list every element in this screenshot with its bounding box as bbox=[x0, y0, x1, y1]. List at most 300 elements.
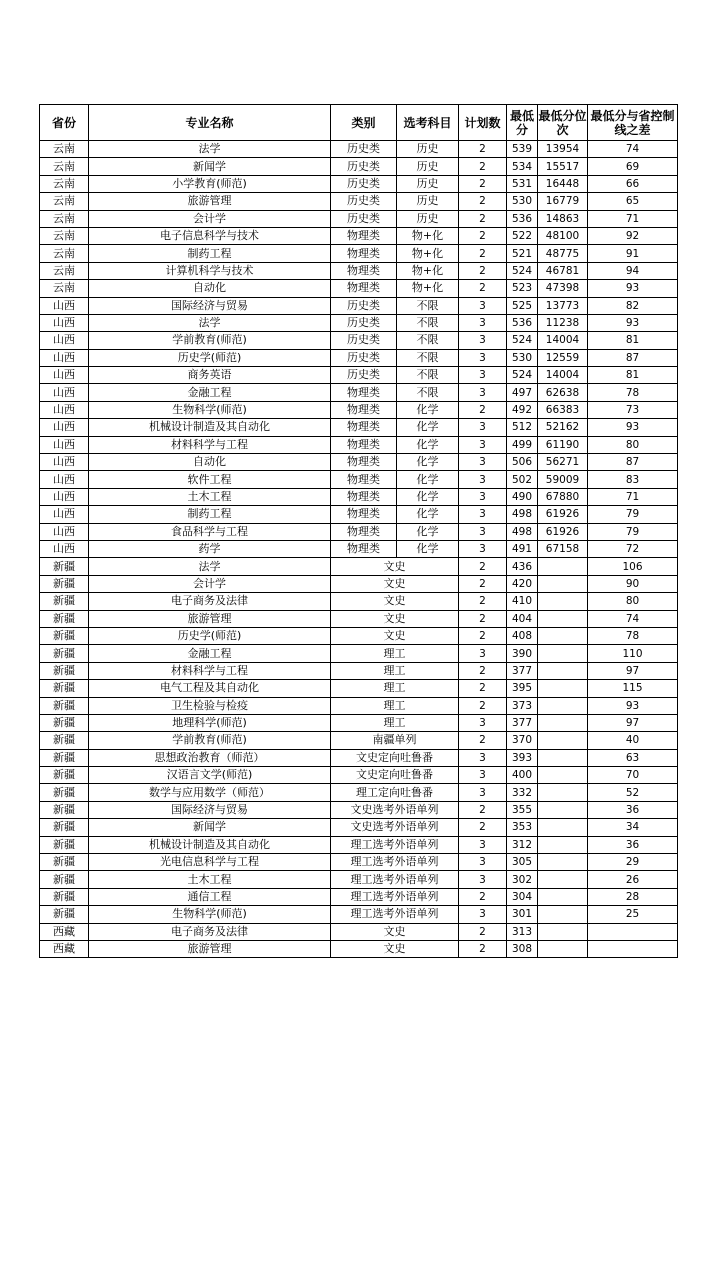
cell-diff: 73 bbox=[588, 401, 678, 418]
cell-min-rank bbox=[538, 645, 588, 662]
cell-min-rank bbox=[538, 714, 588, 731]
cell-province: 新疆 bbox=[40, 662, 89, 679]
cell-province: 山西 bbox=[40, 419, 89, 436]
cell-subject: 历史 bbox=[397, 141, 459, 158]
cell-min-score: 395 bbox=[507, 680, 538, 697]
table-row bbox=[40, 227, 678, 244]
cell-diff: 97 bbox=[588, 714, 678, 731]
cell-min-score: 390 bbox=[507, 645, 538, 662]
cell-province: 新疆 bbox=[40, 836, 89, 853]
cell-min-rank: 48100 bbox=[538, 227, 588, 244]
cell-min-score: 404 bbox=[507, 610, 538, 627]
cell-min-score: 436 bbox=[507, 558, 538, 575]
cell-plan: 3 bbox=[459, 332, 507, 349]
cell-diff: 34 bbox=[588, 819, 678, 836]
cell-min-score: 370 bbox=[507, 732, 538, 749]
table-row bbox=[40, 871, 678, 888]
table-row bbox=[40, 471, 678, 488]
cell-min-score: 373 bbox=[507, 697, 538, 714]
cell-category: 物理类 bbox=[331, 488, 397, 505]
cell-category: 历史类 bbox=[331, 332, 397, 349]
cell-plan: 3 bbox=[459, 384, 507, 401]
table-row bbox=[40, 332, 678, 349]
cell-major: 生物科学(师范) bbox=[89, 906, 331, 923]
cell-plan: 3 bbox=[459, 314, 507, 331]
cell-category: 理工 bbox=[331, 680, 459, 697]
cell-min-rank bbox=[538, 940, 588, 957]
cell-major: 商务英语 bbox=[89, 367, 331, 384]
cell-province: 新疆 bbox=[40, 610, 89, 627]
cell-province: 新疆 bbox=[40, 732, 89, 749]
cell-province: 新疆 bbox=[40, 888, 89, 905]
table-row bbox=[40, 732, 678, 749]
cell-min-rank bbox=[538, 923, 588, 940]
cell-min-rank: 16448 bbox=[538, 175, 588, 192]
cell-min-score: 539 bbox=[507, 141, 538, 158]
cell-subject: 化学 bbox=[397, 540, 459, 557]
cell-province: 山西 bbox=[40, 384, 89, 401]
cell-min-rank bbox=[538, 627, 588, 644]
cell-diff: 29 bbox=[588, 854, 678, 871]
cell-diff: 78 bbox=[588, 627, 678, 644]
cell-plan: 2 bbox=[459, 401, 507, 418]
header-min-rank: 最低分位次 bbox=[538, 105, 588, 141]
cell-min-rank: 66383 bbox=[538, 401, 588, 418]
cell-plan: 2 bbox=[459, 210, 507, 227]
cell-category: 物理类 bbox=[331, 280, 397, 297]
cell-category: 物理类 bbox=[331, 540, 397, 557]
table-row bbox=[40, 923, 678, 940]
cell-major: 会计学 bbox=[89, 575, 331, 592]
cell-diff: 92 bbox=[588, 227, 678, 244]
cell-diff: 66 bbox=[588, 175, 678, 192]
cell-category: 物理类 bbox=[331, 401, 397, 418]
cell-province: 新疆 bbox=[40, 906, 89, 923]
cell-subject: 物+化 bbox=[397, 227, 459, 244]
cell-plan: 2 bbox=[459, 801, 507, 818]
cell-min-rank: 11238 bbox=[538, 314, 588, 331]
table-body bbox=[40, 141, 678, 958]
cell-min-score: 530 bbox=[507, 193, 538, 210]
cell-major: 电气工程及其自动化 bbox=[89, 680, 331, 697]
cell-diff bbox=[588, 923, 678, 940]
cell-min-score: 312 bbox=[507, 836, 538, 853]
cell-plan: 2 bbox=[459, 923, 507, 940]
cell-major: 生物科学(师范) bbox=[89, 401, 331, 418]
cell-subject: 化学 bbox=[397, 436, 459, 453]
cell-plan: 2 bbox=[459, 940, 507, 957]
cell-plan: 3 bbox=[459, 506, 507, 523]
cell-province: 山西 bbox=[40, 297, 89, 314]
cell-min-score: 536 bbox=[507, 210, 538, 227]
cell-plan: 2 bbox=[459, 888, 507, 905]
cell-major: 法学 bbox=[89, 314, 331, 331]
cell-diff: 83 bbox=[588, 471, 678, 488]
cell-min-rank: 46781 bbox=[538, 262, 588, 279]
cell-plan: 2 bbox=[459, 662, 507, 679]
cell-diff: 81 bbox=[588, 367, 678, 384]
cell-subject: 不限 bbox=[397, 349, 459, 366]
cell-diff: 74 bbox=[588, 610, 678, 627]
cell-diff: 36 bbox=[588, 801, 678, 818]
cell-category: 理工 bbox=[331, 714, 459, 731]
cell-min-score: 393 bbox=[507, 749, 538, 766]
cell-min-score: 332 bbox=[507, 784, 538, 801]
cell-category: 理工定向吐鲁番 bbox=[331, 784, 459, 801]
cell-category: 文史定向吐鲁番 bbox=[331, 767, 459, 784]
cell-subject: 不限 bbox=[397, 367, 459, 384]
cell-category: 历史类 bbox=[331, 193, 397, 210]
cell-category: 理工选考外语单列 bbox=[331, 888, 459, 905]
table-row bbox=[40, 245, 678, 262]
cell-category: 理工 bbox=[331, 697, 459, 714]
cell-diff: 106 bbox=[588, 558, 678, 575]
cell-min-score: 524 bbox=[507, 262, 538, 279]
cell-diff: 80 bbox=[588, 593, 678, 610]
cell-subject: 历史 bbox=[397, 175, 459, 192]
cell-min-rank bbox=[538, 558, 588, 575]
cell-category: 理工选考外语单列 bbox=[331, 906, 459, 923]
cell-min-rank bbox=[538, 732, 588, 749]
admission-score-table bbox=[39, 104, 678, 958]
cell-major: 自动化 bbox=[89, 454, 331, 471]
cell-min-score: 497 bbox=[507, 384, 538, 401]
cell-min-score: 530 bbox=[507, 349, 538, 366]
cell-province: 西藏 bbox=[40, 923, 89, 940]
table-header-row bbox=[40, 105, 678, 141]
cell-category: 历史类 bbox=[331, 175, 397, 192]
cell-min-score: 524 bbox=[507, 367, 538, 384]
cell-major: 金融工程 bbox=[89, 384, 331, 401]
table-row bbox=[40, 854, 678, 871]
cell-diff: 36 bbox=[588, 836, 678, 853]
cell-plan: 2 bbox=[459, 593, 507, 610]
header-major: 专业名称 bbox=[89, 105, 331, 141]
cell-major: 土木工程 bbox=[89, 871, 331, 888]
cell-min-score: 490 bbox=[507, 488, 538, 505]
cell-province: 新疆 bbox=[40, 871, 89, 888]
cell-min-score: 302 bbox=[507, 871, 538, 888]
cell-plan: 3 bbox=[459, 714, 507, 731]
cell-diff: 28 bbox=[588, 888, 678, 905]
cell-subject: 化学 bbox=[397, 401, 459, 418]
cell-min-score: 521 bbox=[507, 245, 538, 262]
cell-diff: 93 bbox=[588, 314, 678, 331]
cell-min-rank: 67880 bbox=[538, 488, 588, 505]
cell-category: 物理类 bbox=[331, 506, 397, 523]
table-row bbox=[40, 367, 678, 384]
cell-major: 金融工程 bbox=[89, 645, 331, 662]
cell-category: 历史类 bbox=[331, 210, 397, 227]
cell-plan: 2 bbox=[459, 627, 507, 644]
cell-subject: 物+化 bbox=[397, 245, 459, 262]
cell-major: 汉语言文学(师范) bbox=[89, 767, 331, 784]
cell-plan: 2 bbox=[459, 227, 507, 244]
cell-min-score: 492 bbox=[507, 401, 538, 418]
cell-major: 电子商务及法律 bbox=[89, 923, 331, 940]
cell-diff: 79 bbox=[588, 523, 678, 540]
cell-major: 光电信息科学与工程 bbox=[89, 854, 331, 871]
cell-min-score: 304 bbox=[507, 888, 538, 905]
cell-min-rank bbox=[538, 767, 588, 784]
table-row bbox=[40, 314, 678, 331]
cell-min-rank bbox=[538, 697, 588, 714]
table-row bbox=[40, 767, 678, 784]
cell-diff: 97 bbox=[588, 662, 678, 679]
cell-subject: 物+化 bbox=[397, 262, 459, 279]
cell-major: 数学与应用数学（师范） bbox=[89, 784, 331, 801]
cell-min-rank bbox=[538, 871, 588, 888]
cell-province: 新疆 bbox=[40, 680, 89, 697]
cell-plan: 3 bbox=[459, 471, 507, 488]
cell-subject: 历史 bbox=[397, 210, 459, 227]
cell-category: 历史类 bbox=[331, 367, 397, 384]
cell-province: 山西 bbox=[40, 540, 89, 557]
cell-plan: 3 bbox=[459, 523, 507, 540]
cell-subject: 化学 bbox=[397, 419, 459, 436]
cell-min-score: 420 bbox=[507, 575, 538, 592]
cell-min-rank: 61190 bbox=[538, 436, 588, 453]
cell-min-score: 512 bbox=[507, 419, 538, 436]
cell-plan: 3 bbox=[459, 367, 507, 384]
cell-diff: 69 bbox=[588, 158, 678, 175]
cell-category: 理工选考外语单列 bbox=[331, 854, 459, 871]
cell-diff: 26 bbox=[588, 871, 678, 888]
cell-major: 学前教育(师范) bbox=[89, 332, 331, 349]
cell-plan: 3 bbox=[459, 906, 507, 923]
cell-subject: 不限 bbox=[397, 297, 459, 314]
cell-min-rank bbox=[538, 888, 588, 905]
cell-min-score: 355 bbox=[507, 801, 538, 818]
table-row bbox=[40, 558, 678, 575]
cell-category: 文史 bbox=[331, 627, 459, 644]
cell-plan: 2 bbox=[459, 262, 507, 279]
cell-major: 国际经济与贸易 bbox=[89, 801, 331, 818]
cell-min-score: 522 bbox=[507, 227, 538, 244]
cell-province: 西藏 bbox=[40, 940, 89, 957]
cell-category: 物理类 bbox=[331, 436, 397, 453]
cell-major: 小学教育(师范) bbox=[89, 175, 331, 192]
cell-category: 物理类 bbox=[331, 227, 397, 244]
cell-plan: 3 bbox=[459, 645, 507, 662]
cell-plan: 2 bbox=[459, 732, 507, 749]
header-min-score: 最低分 bbox=[507, 105, 538, 141]
cell-major: 电子信息科学与技术 bbox=[89, 227, 331, 244]
table-row bbox=[40, 593, 678, 610]
cell-diff: 91 bbox=[588, 245, 678, 262]
cell-min-rank bbox=[538, 801, 588, 818]
cell-min-score: 534 bbox=[507, 158, 538, 175]
cell-province: 山西 bbox=[40, 488, 89, 505]
cell-category: 历史类 bbox=[331, 141, 397, 158]
cell-plan: 2 bbox=[459, 175, 507, 192]
table-row bbox=[40, 836, 678, 853]
cell-province: 山西 bbox=[40, 401, 89, 418]
cell-diff: 40 bbox=[588, 732, 678, 749]
cell-major: 学前教育(师范) bbox=[89, 732, 331, 749]
cell-province: 山西 bbox=[40, 454, 89, 471]
cell-diff: 87 bbox=[588, 454, 678, 471]
cell-major: 电子商务及法律 bbox=[89, 593, 331, 610]
cell-province: 云南 bbox=[40, 175, 89, 192]
cell-major: 旅游管理 bbox=[89, 193, 331, 210]
cell-plan: 2 bbox=[459, 680, 507, 697]
cell-category: 物理类 bbox=[331, 454, 397, 471]
table-row bbox=[40, 210, 678, 227]
cell-category: 文史 bbox=[331, 558, 459, 575]
cell-min-rank: 61926 bbox=[538, 523, 588, 540]
cell-major: 思想政治教育（师范） bbox=[89, 749, 331, 766]
cell-min-rank bbox=[538, 680, 588, 697]
cell-min-score: 502 bbox=[507, 471, 538, 488]
cell-min-rank: 12559 bbox=[538, 349, 588, 366]
cell-diff: 52 bbox=[588, 784, 678, 801]
cell-diff: 93 bbox=[588, 280, 678, 297]
cell-min-score: 536 bbox=[507, 314, 538, 331]
cell-diff: 82 bbox=[588, 297, 678, 314]
header-category: 类别 bbox=[331, 105, 397, 141]
cell-min-score: 410 bbox=[507, 593, 538, 610]
cell-min-score: 524 bbox=[507, 332, 538, 349]
table-row bbox=[40, 906, 678, 923]
cell-diff: 71 bbox=[588, 210, 678, 227]
cell-major: 材料科学与工程 bbox=[89, 662, 331, 679]
cell-category: 理工 bbox=[331, 662, 459, 679]
cell-plan: 2 bbox=[459, 697, 507, 714]
cell-plan: 3 bbox=[459, 436, 507, 453]
cell-min-rank: 14004 bbox=[538, 332, 588, 349]
cell-min-score: 301 bbox=[507, 906, 538, 923]
cell-major: 法学 bbox=[89, 558, 331, 575]
cell-plan: 3 bbox=[459, 454, 507, 471]
cell-subject: 历史 bbox=[397, 158, 459, 175]
cell-category: 理工 bbox=[331, 645, 459, 662]
cell-subject: 化学 bbox=[397, 506, 459, 523]
table-row bbox=[40, 749, 678, 766]
cell-category: 文史 bbox=[331, 923, 459, 940]
cell-min-rank: 15517 bbox=[538, 158, 588, 175]
cell-major: 土木工程 bbox=[89, 488, 331, 505]
cell-major: 自动化 bbox=[89, 280, 331, 297]
cell-plan: 3 bbox=[459, 854, 507, 871]
cell-diff: 93 bbox=[588, 419, 678, 436]
cell-province: 新疆 bbox=[40, 767, 89, 784]
cell-min-rank bbox=[538, 749, 588, 766]
header-subject: 选考科目 bbox=[397, 105, 459, 141]
cell-province: 新疆 bbox=[40, 697, 89, 714]
cell-province: 山西 bbox=[40, 349, 89, 366]
cell-province: 新疆 bbox=[40, 575, 89, 592]
cell-min-score: 408 bbox=[507, 627, 538, 644]
cell-diff: 81 bbox=[588, 332, 678, 349]
cell-category: 物理类 bbox=[331, 245, 397, 262]
cell-major: 机械设计制造及其自动化 bbox=[89, 836, 331, 853]
cell-min-rank: 61926 bbox=[538, 506, 588, 523]
cell-category: 历史类 bbox=[331, 349, 397, 366]
cell-plan: 3 bbox=[459, 488, 507, 505]
cell-diff: 78 bbox=[588, 384, 678, 401]
cell-min-score: 531 bbox=[507, 175, 538, 192]
cell-major: 药学 bbox=[89, 540, 331, 557]
cell-major: 地理科学(师范) bbox=[89, 714, 331, 731]
cell-plan: 2 bbox=[459, 193, 507, 210]
table-row bbox=[40, 627, 678, 644]
cell-subject: 化学 bbox=[397, 523, 459, 540]
cell-plan: 2 bbox=[459, 610, 507, 627]
cell-diff: 87 bbox=[588, 349, 678, 366]
table-row bbox=[40, 384, 678, 401]
cell-min-score: 400 bbox=[507, 767, 538, 784]
cell-subject: 不限 bbox=[397, 314, 459, 331]
cell-min-score: 305 bbox=[507, 854, 538, 871]
cell-plan: 2 bbox=[459, 158, 507, 175]
cell-major: 法学 bbox=[89, 141, 331, 158]
cell-province: 新疆 bbox=[40, 819, 89, 836]
cell-major: 计算机科学与技术 bbox=[89, 262, 331, 279]
cell-category: 历史类 bbox=[331, 314, 397, 331]
cell-diff: 110 bbox=[588, 645, 678, 662]
cell-major: 通信工程 bbox=[89, 888, 331, 905]
cell-min-rank: 13954 bbox=[538, 141, 588, 158]
table-row bbox=[40, 454, 678, 471]
table-row bbox=[40, 141, 678, 158]
cell-major: 食品科学与工程 bbox=[89, 523, 331, 540]
cell-min-rank: 16779 bbox=[538, 193, 588, 210]
cell-min-rank: 47398 bbox=[538, 280, 588, 297]
cell-plan: 3 bbox=[459, 297, 507, 314]
cell-province: 新疆 bbox=[40, 645, 89, 662]
cell-min-score: 523 bbox=[507, 280, 538, 297]
cell-plan: 3 bbox=[459, 871, 507, 888]
cell-province: 新疆 bbox=[40, 854, 89, 871]
cell-category: 历史类 bbox=[331, 158, 397, 175]
cell-major: 新闻学 bbox=[89, 158, 331, 175]
cell-subject: 不限 bbox=[397, 332, 459, 349]
cell-diff: 72 bbox=[588, 540, 678, 557]
cell-subject: 化学 bbox=[397, 488, 459, 505]
cell-province: 云南 bbox=[40, 210, 89, 227]
cell-plan: 3 bbox=[459, 419, 507, 436]
cell-min-rank: 52162 bbox=[538, 419, 588, 436]
table-row bbox=[40, 575, 678, 592]
cell-category: 物理类 bbox=[331, 419, 397, 436]
cell-plan: 3 bbox=[459, 540, 507, 557]
cell-diff: 74 bbox=[588, 141, 678, 158]
table-row bbox=[40, 436, 678, 453]
cell-category: 文史 bbox=[331, 593, 459, 610]
cell-plan: 3 bbox=[459, 767, 507, 784]
cell-major: 制药工程 bbox=[89, 506, 331, 523]
cell-category: 文史 bbox=[331, 575, 459, 592]
cell-min-score: 506 bbox=[507, 454, 538, 471]
table-row bbox=[40, 801, 678, 818]
cell-province: 山西 bbox=[40, 314, 89, 331]
cell-subject: 历史 bbox=[397, 193, 459, 210]
cell-major: 软件工程 bbox=[89, 471, 331, 488]
cell-province: 山西 bbox=[40, 523, 89, 540]
table-row bbox=[40, 540, 678, 557]
table-row bbox=[40, 280, 678, 297]
cell-province: 山西 bbox=[40, 471, 89, 488]
cell-plan: 2 bbox=[459, 819, 507, 836]
cell-province: 新疆 bbox=[40, 593, 89, 610]
cell-min-score: 353 bbox=[507, 819, 538, 836]
cell-category: 文史 bbox=[331, 940, 459, 957]
cell-category: 历史类 bbox=[331, 297, 397, 314]
cell-major: 旅游管理 bbox=[89, 610, 331, 627]
table-row bbox=[40, 662, 678, 679]
cell-province: 云南 bbox=[40, 262, 89, 279]
